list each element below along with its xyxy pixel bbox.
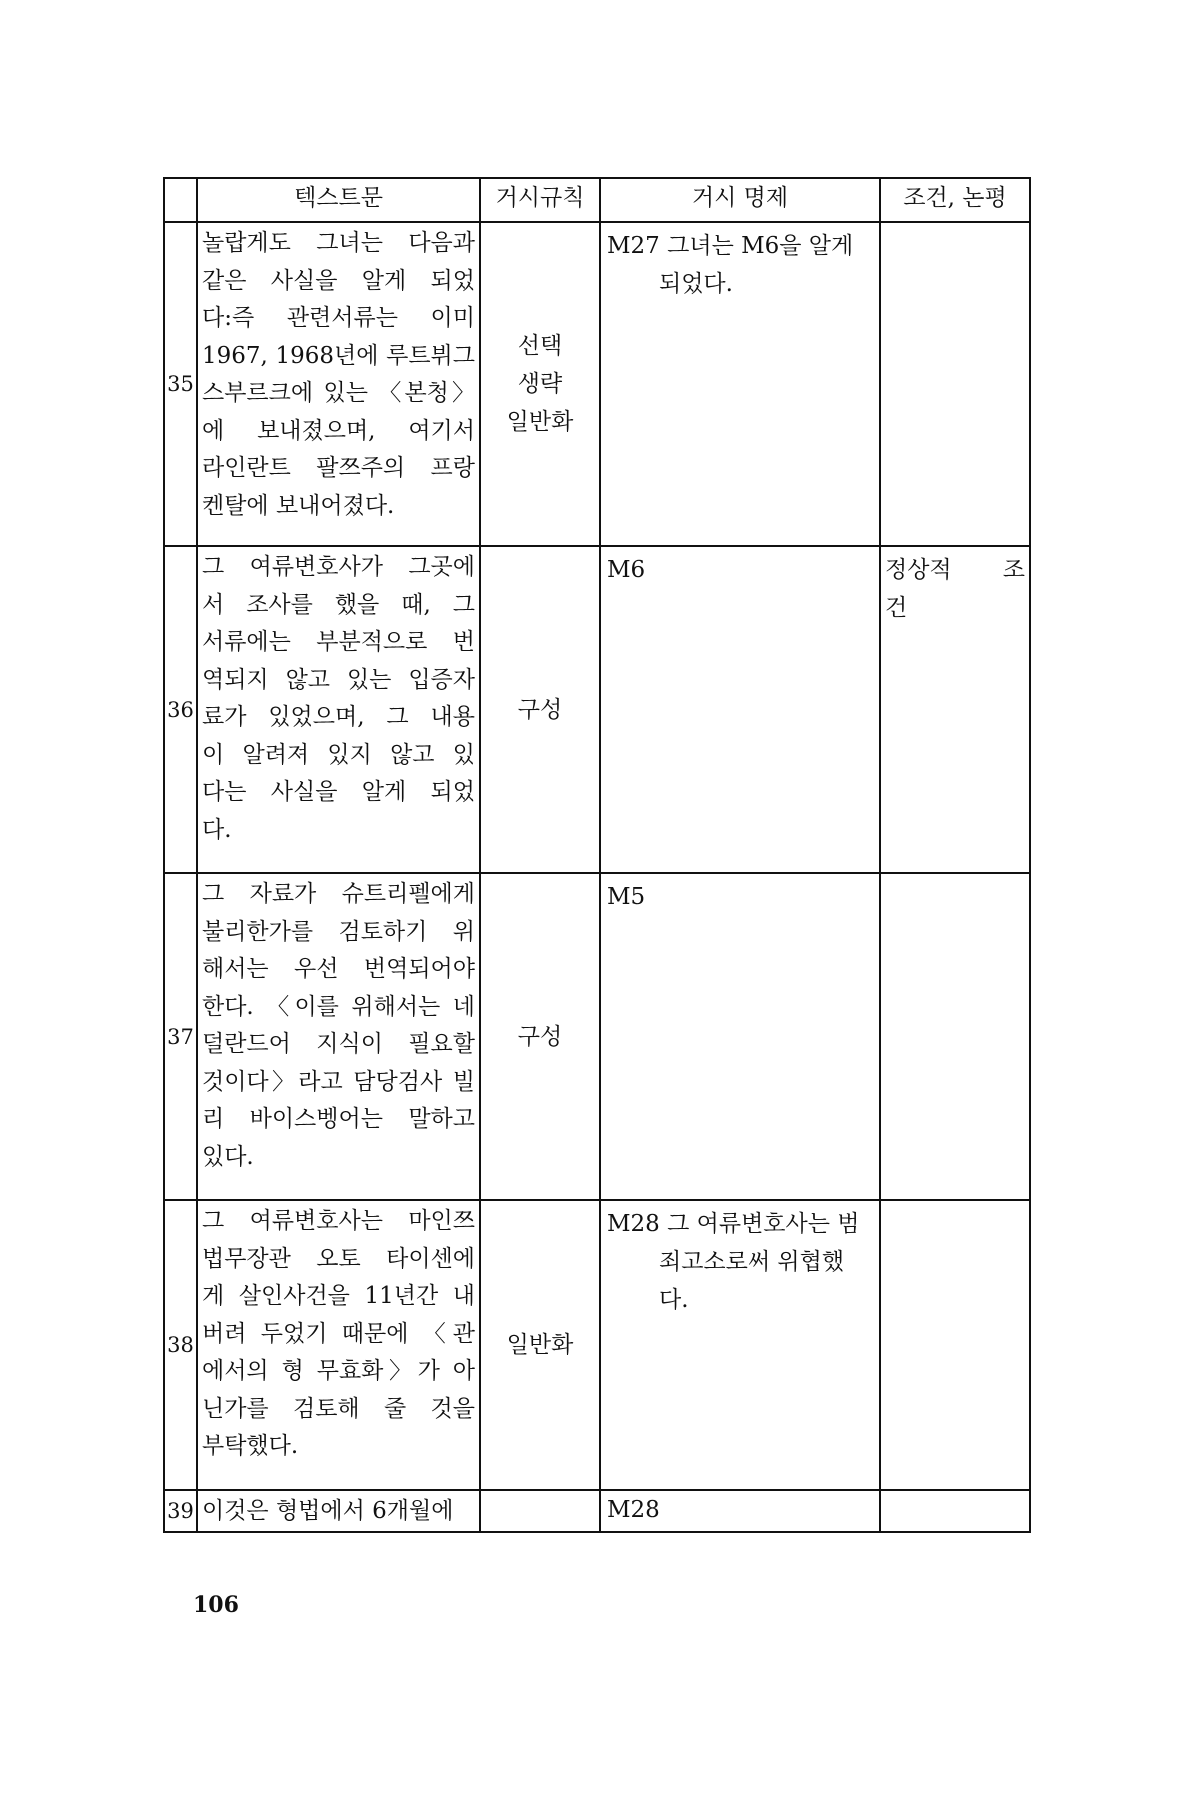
macro-rule-cell: [480, 222, 600, 546]
macro-proposition-cell: [600, 1490, 880, 1532]
row-number: 39: [164, 1490, 197, 1532]
text-sentence-cell: [197, 222, 480, 546]
table-row: [164, 873, 1030, 1200]
table-row: [164, 1490, 1030, 1532]
header-macro-proposition: 거시 명제: [600, 178, 880, 222]
text-sentence-cell: [197, 546, 480, 873]
rule-line: 생략: [517, 371, 563, 397]
rule-line: 구성: [517, 1023, 563, 1050]
text-line: 서 조사를 했을 때, 그: [202, 591, 475, 618]
header-macro-rule: 거시규칙: [480, 178, 600, 222]
text-line: 그 여류변호사는 마인쯔: [202, 1208, 475, 1234]
condition-cell: [880, 1200, 1030, 1490]
condition-cell: [880, 222, 1030, 546]
condition-line: 정상적 조: [885, 557, 1025, 583]
text-line: 료가 있었으며, 그 내용: [202, 704, 475, 730]
text-line: 게 살인사건을 11년간 내: [202, 1283, 475, 1309]
proposition-line: M28: [607, 1497, 660, 1523]
condition-line: 건: [885, 595, 908, 621]
rule-line: 구성: [517, 696, 563, 723]
text-line: 다는 사실을 알게 되었: [202, 779, 475, 805]
text-line: 에서의 형 무효화〉가 아: [202, 1358, 475, 1384]
macro-rule-cell: [480, 873, 600, 1200]
table-header-row: [164, 178, 1030, 222]
proposition-line: M28 그 여류변호사는 범: [607, 1211, 860, 1237]
text-line: 닌가를 검토해 줄 것을: [202, 1395, 475, 1422]
row-number: 36: [164, 546, 197, 873]
header-text-sentence: 텍스트문: [197, 178, 480, 222]
row-number: 38: [164, 1200, 197, 1490]
table-row: [164, 1200, 1030, 1490]
text-sentence-cell: [197, 1200, 480, 1490]
condition-cell: [880, 873, 1030, 1200]
table-row: [164, 222, 1030, 546]
condition-cell: [880, 1490, 1030, 1532]
proposition-line: 다.: [659, 1287, 689, 1313]
text-line: 1967, 1968년에 루트뷔그: [202, 342, 475, 369]
text-line: 법무장관 오토 타이센에: [202, 1245, 475, 1272]
text-line: 해서는 우선 번역되어야: [202, 956, 475, 982]
rule-line: 일반화: [506, 409, 574, 435]
text-line: 켄탈에 보내어졌다.: [202, 492, 395, 519]
text-line: 다:즉 관련서류는 이미: [202, 305, 475, 331]
text-line: 한다. 〈이를 위해서는 네: [202, 993, 475, 1020]
text-line: 놀랍게도 그녀는 다음과: [202, 230, 475, 256]
condition-cell: [880, 546, 1030, 873]
text-line: 이 알려져 있지 않고 있: [202, 741, 475, 768]
proposition-line: M5: [607, 884, 646, 910]
macro-rule-table: [163, 177, 1031, 1533]
text-line: 그 여류변호사가 그곳에: [202, 554, 475, 580]
text-line: 다.: [202, 816, 232, 843]
text-line: 불리한가를 검토하기 위: [202, 918, 475, 945]
row-number: 35: [164, 222, 197, 546]
rule-line: 선택: [517, 333, 563, 359]
macro-proposition-cell: [600, 873, 880, 1200]
proposition-line: 죄고소로써 위협했: [659, 1249, 845, 1275]
text-line: 이것은 형법에서 6개월에: [202, 1498, 454, 1524]
macro-rule-cell: [480, 1490, 600, 1532]
row-number: 37: [164, 873, 197, 1200]
text-line: 스부르크에 있는 〈본청〉: [202, 380, 475, 406]
macro-proposition-cell: [600, 222, 880, 546]
text-line: 그 자료가 슈트리펠에게: [202, 881, 475, 907]
page-number: 106: [193, 1592, 239, 1618]
text-line: 버려 두었기 때문에 〈관: [202, 1320, 475, 1347]
text-line: 것이다〉라고 담당검사 빌: [202, 1068, 475, 1095]
text-line: 에 보내졌으며, 여기서: [202, 417, 475, 444]
text-line: 라인란트 팔쯔주의 프랑: [202, 455, 475, 481]
proposition-line: M6: [607, 557, 646, 583]
header-condition-comment: 조건, 논평: [880, 178, 1030, 222]
text-line: 있다.: [202, 1143, 254, 1170]
macro-proposition-cell: [600, 546, 880, 873]
rule-line: 일반화: [506, 1332, 574, 1358]
text-line: 부탁했다.: [202, 1433, 299, 1459]
text-line: 같은 사실을 알게 되었: [202, 267, 475, 294]
header-number: [164, 178, 197, 222]
proposition-line: 되었다.: [659, 271, 733, 297]
text-sentence-cell: [197, 1490, 480, 1532]
table-row: [164, 546, 1030, 873]
macro-rule-cell: [480, 546, 600, 873]
text-line: 역되지 않고 있는 입증자: [202, 666, 475, 693]
text-sentence-cell: [197, 873, 480, 1200]
text-line: 서류에는 부분적으로 번: [202, 629, 475, 655]
macro-proposition-cell: [600, 1200, 880, 1490]
text-line: 리 바이스벵어는 말하고: [202, 1106, 475, 1132]
proposition-line: M27 그녀는 M6을 알게: [607, 233, 854, 259]
macro-rule-cell: [480, 1200, 600, 1490]
text-line: 덜란드어 지식이 필요할: [202, 1031, 475, 1057]
